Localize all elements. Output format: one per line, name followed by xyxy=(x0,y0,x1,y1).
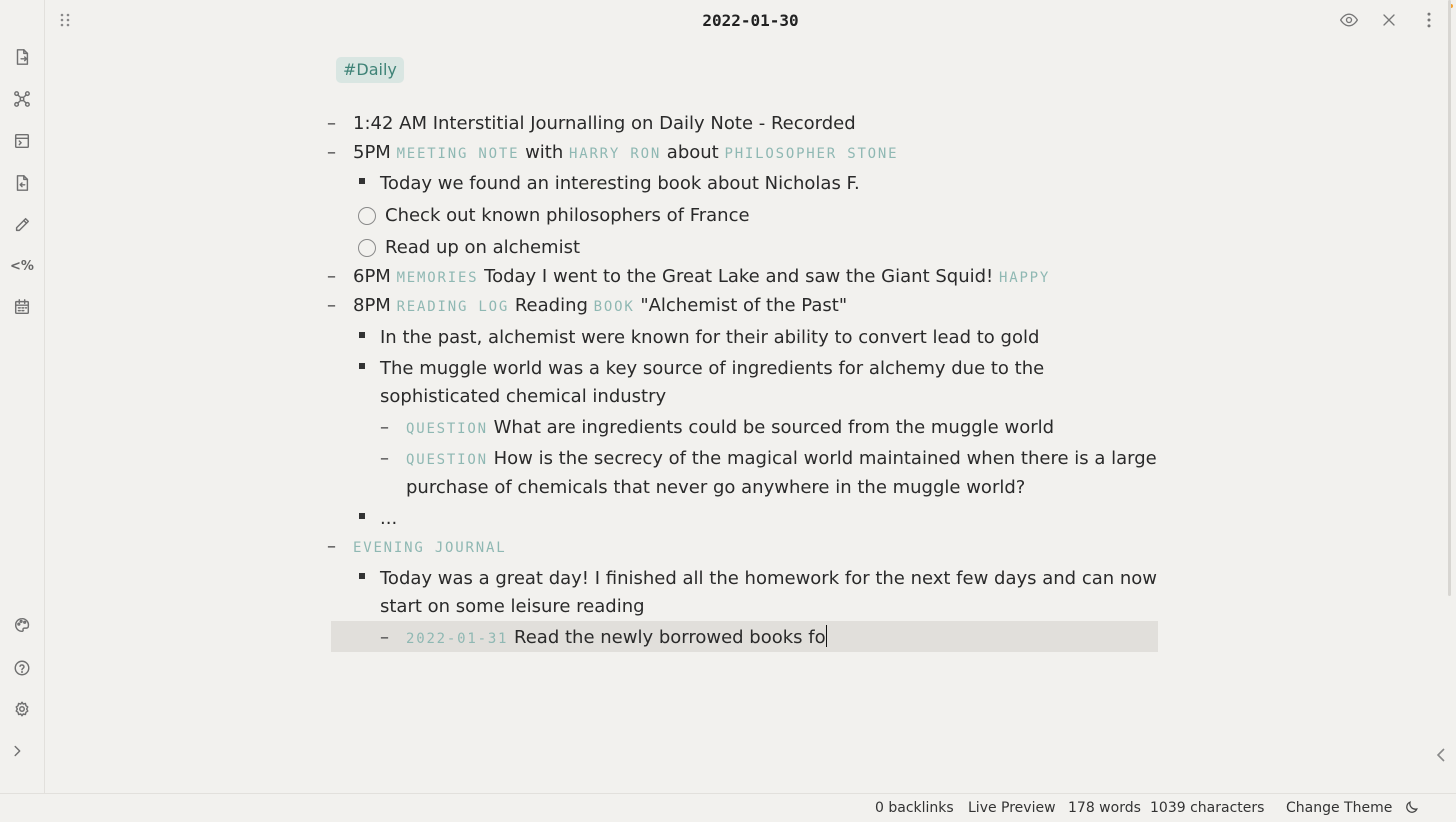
bullet-square xyxy=(359,178,365,184)
list-item[interactable] xyxy=(353,139,898,168)
keyword-question[interactable]: QUESTION xyxy=(406,421,488,437)
item-text: with xyxy=(525,142,564,163)
word-count: 178 words xyxy=(1068,800,1141,816)
bullet-square xyxy=(359,363,365,369)
list-item[interactable]: In the past, alchemist were known for their ability to convert lead to gold xyxy=(380,327,1040,348)
templater-icon[interactable]: <% xyxy=(10,258,34,274)
keyword-harry-ron[interactable]: HARRY RON xyxy=(569,146,662,162)
bullet-dash: – xyxy=(327,536,336,557)
list-item[interactable]: The muggle world was a key source of ingredients for alchemy due to the sophisticated chemical industry xyxy=(380,358,1045,407)
item-text: How is the secrecy of the magical world maintained when there is a large purchase of chemicals that never go anywhere in the muggle world? xyxy=(406,448,1157,498)
date-link[interactable]: 2022-01-31 xyxy=(406,631,509,647)
bullet-dash: – xyxy=(327,142,336,163)
item-text: 5PM xyxy=(353,142,391,163)
keyword-question[interactable]: QUESTION xyxy=(406,452,488,468)
item-text: Read the newly borrowed books fo xyxy=(514,627,826,648)
list-item[interactable] xyxy=(406,414,1054,443)
bullet-dash: – xyxy=(380,627,389,648)
item-text: about xyxy=(666,142,719,163)
change-theme-button[interactable]: Change Theme xyxy=(1286,800,1393,816)
collapse-sidebar-icon[interactable] xyxy=(1434,746,1448,764)
moon-icon[interactable] xyxy=(1404,799,1420,819)
task-item[interactable]: Read up on alchemist xyxy=(385,237,581,258)
note-title[interactable]: 2022-01-30 xyxy=(702,11,799,30)
bullet-square xyxy=(359,573,365,579)
keyword-evening-journal[interactable]: EVENING JOURNAL xyxy=(353,540,507,556)
list-item[interactable]: Today we found an interesting book about Nicholas F. xyxy=(380,173,860,194)
list-item-active[interactable] xyxy=(406,624,827,653)
list-item[interactable]: 1:42 AM Interstitial Journalling on Daily Note - Recorded xyxy=(353,113,856,134)
bullet-dash: – xyxy=(327,295,336,316)
list-item[interactable]: ... xyxy=(380,508,398,529)
item-text: Today I went to the Great Lake and saw the Giant Squid! xyxy=(484,266,994,287)
daily-tag[interactable]: #Daily xyxy=(336,57,404,83)
item-text: Reading xyxy=(514,295,588,316)
task-item[interactable]: Check out known philosophers of France xyxy=(385,205,750,226)
item-text: What are ingredients could be sourced from the muggle world xyxy=(493,417,1055,438)
list-item[interactable]: Today was a great day! I finished all the homework for the next few days and can now start on some leisure reading xyxy=(380,568,1158,617)
task-checkbox[interactable] xyxy=(358,239,376,257)
bullet-dash: – xyxy=(380,417,389,438)
bullet-dash: – xyxy=(327,113,336,134)
keyword-reading-log[interactable]: READING LOG xyxy=(396,299,510,315)
list-item[interactable] xyxy=(406,445,1160,502)
backlinks-count[interactable]: 0 backlinks xyxy=(875,800,954,816)
item-text: 8PM xyxy=(353,295,391,316)
keyword-memories[interactable]: MEMORIES xyxy=(396,270,479,286)
keyword-meeting-note[interactable]: MEETING NOTE xyxy=(396,146,520,162)
bullet-dash: – xyxy=(380,448,389,469)
list-item[interactable] xyxy=(353,533,506,562)
editor-mode[interactable]: Live Preview xyxy=(968,800,1056,816)
item-text: "Alchemist of the Past" xyxy=(640,295,848,316)
text-cursor xyxy=(826,625,828,647)
keyword-book[interactable]: BOOK xyxy=(593,299,635,315)
list-item[interactable] xyxy=(353,263,1050,292)
status-bar xyxy=(0,793,1456,822)
bullet-square xyxy=(359,513,365,519)
character-count: 1039 characters xyxy=(1150,800,1265,816)
list-item[interactable] xyxy=(353,292,847,321)
keyword-happy[interactable]: HAPPY xyxy=(998,270,1051,286)
scrollbar[interactable] xyxy=(1448,0,1451,596)
keyword-philosopher-stone[interactable]: PHILOSOPHER STONE xyxy=(724,146,899,162)
bullet-square xyxy=(359,332,365,338)
task-checkbox[interactable] xyxy=(358,207,376,225)
bullet-dash: – xyxy=(327,266,336,287)
item-text: 6PM xyxy=(353,266,391,287)
